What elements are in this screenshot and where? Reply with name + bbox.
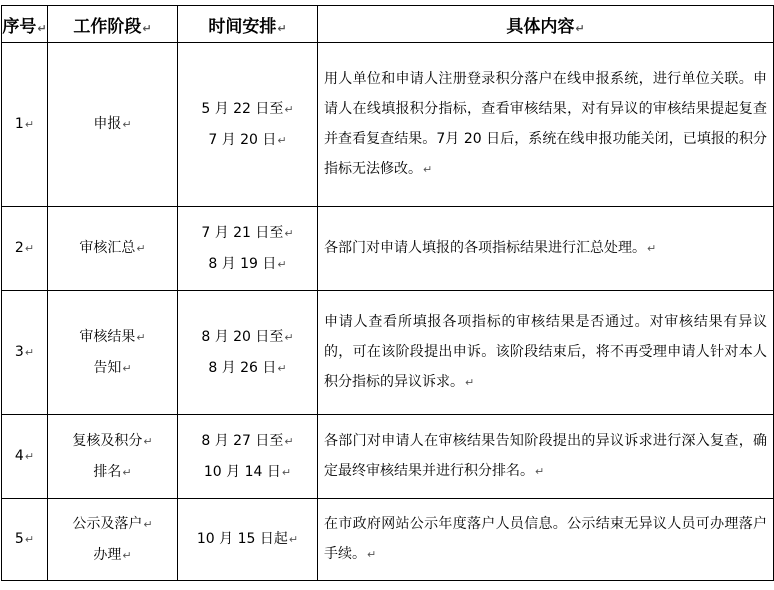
stage-line: 申报↵ bbox=[93, 116, 132, 132]
row-stage bbox=[48, 499, 178, 581]
row-number: 5↵ bbox=[2, 499, 48, 581]
row-time bbox=[178, 207, 318, 291]
row-time bbox=[178, 291, 318, 415]
stage-line: 审核结果↵ bbox=[79, 328, 146, 345]
row-number: 1↵ bbox=[2, 43, 48, 207]
time-line: 10 月 14 日↵ bbox=[203, 463, 292, 480]
header-content: 具体内容↵ bbox=[318, 6, 774, 43]
stage-line: 办理↵ bbox=[93, 546, 132, 563]
time-line: 5 月 22 日至↵ bbox=[201, 100, 294, 117]
table-row bbox=[2, 207, 774, 291]
stage-line: 告知↵ bbox=[93, 359, 132, 376]
header-no: 序号↵ bbox=[2, 6, 48, 43]
time-line: 7 月 21 日至↵ bbox=[201, 224, 294, 241]
row-content: 用人单位和申请人注册登录积分落户在线申报系统，进行单位关联。申请人在线填报积分指标，查看审核结果，对有异议的审核结果提起复查并查看复查结果。7月 20 日后，系统在线申报功能关闭，已填报的积分指标无法修改。↵ bbox=[318, 43, 774, 207]
row-time bbox=[178, 499, 318, 581]
row-number: 3↵ bbox=[2, 291, 48, 415]
stage-line: 复核及积分↵ bbox=[72, 432, 153, 449]
row-stage bbox=[48, 291, 178, 415]
table-row bbox=[2, 499, 774, 581]
stage-line: 公示及落户↵ bbox=[72, 515, 153, 532]
row-number: 2↵ bbox=[2, 207, 48, 291]
header-row bbox=[2, 6, 774, 43]
row-time bbox=[178, 415, 318, 499]
row-content: 各部门对申请人填报的各项指标结果进行汇总处理。↵ bbox=[318, 207, 774, 291]
row-number: 4↵ bbox=[2, 415, 48, 499]
schedule-table bbox=[1, 5, 774, 581]
row-time bbox=[178, 43, 318, 207]
row-content: 各部门对申请人在审核结果告知阶段提出的异议诉求进行深入复查，确定最终审核结果并进行积分排名。↵ bbox=[318, 415, 774, 499]
header-time: 时间安排↵ bbox=[178, 6, 318, 43]
time-line: 8 月 27 日至↵ bbox=[201, 432, 294, 449]
row-stage bbox=[48, 415, 178, 499]
row-stage bbox=[48, 43, 178, 207]
row-stage bbox=[48, 207, 178, 291]
time-line: 8 月 26 日↵ bbox=[208, 359, 287, 376]
stage-line: 排名↵ bbox=[93, 463, 132, 480]
row-content: 在市政府网站公示年度落户人员信息。公示结束无异议人员可办理落户手续。↵ bbox=[318, 499, 774, 581]
table-row bbox=[2, 43, 774, 207]
header-stage: 工作阶段↵ bbox=[48, 6, 178, 43]
time-line: 8 月 19 日↵ bbox=[208, 255, 287, 272]
table-row bbox=[2, 415, 774, 499]
time-line: 10 月 15 日起↵ bbox=[196, 531, 299, 547]
stage-line: 审核汇总↵ bbox=[79, 240, 146, 256]
table-row bbox=[2, 291, 774, 415]
time-line: 8 月 20 日至↵ bbox=[201, 328, 294, 345]
row-content: 申请人查看所填报各项指标的审核结果是否通过。对审核结果有异议的，可在该阶段提出申诉。该阶段结束后，将不再受理申请人针对本人积分指标的异议诉求。↵ bbox=[318, 291, 774, 415]
time-line: 7 月 20 日↵ bbox=[208, 131, 287, 148]
